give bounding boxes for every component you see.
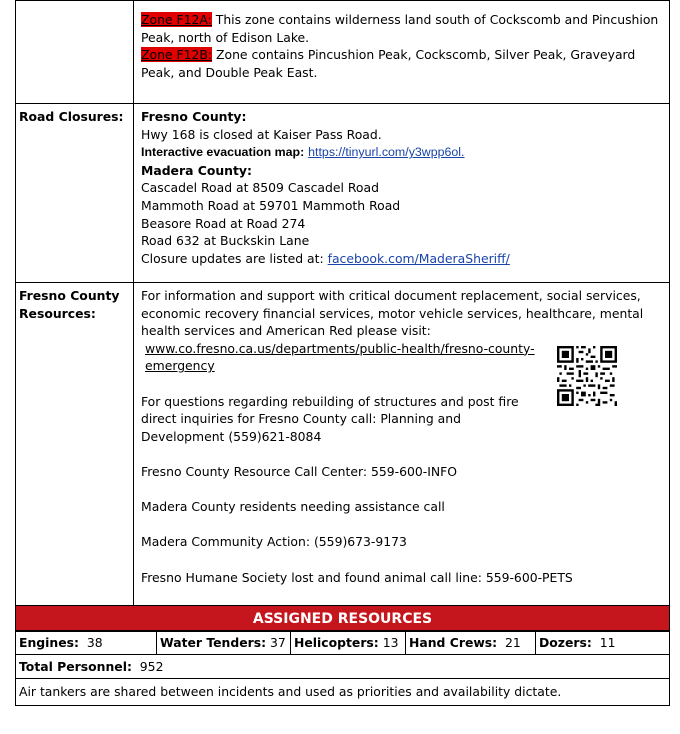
engines-cell: [16, 632, 157, 654]
zones-content-cell: [134, 1, 670, 104]
resources-label-line-1: Fresno County: [19, 288, 120, 303]
road-closures-label: Road Closures:: [16, 104, 134, 283]
madera-sheriff-link[interactable]: facebook.com/MaderaSheriff/: [327, 250, 510, 266]
humane-society-line: Fresno Humane Society lost and found animal call line: 559-600-PETS: [141, 569, 573, 585]
water-tenders-label: Water Tenders:: [160, 635, 267, 650]
helicopters-label: Helicopters:: [294, 635, 379, 650]
fresno-closure-line: Hwy 168 is closed at Kaiser Pass Road.: [141, 126, 382, 142]
zone-f12b-tag: Zone F12B:: [141, 47, 213, 63]
madera-county-heading: Madera County:: [141, 162, 252, 178]
document-page: [15, 0, 670, 606]
zones-label-cell: [16, 1, 134, 104]
fresno-county-heading: Fresno County:: [141, 109, 247, 124]
resources-intro: For information and support with critical document replacement, social services, economic recovery financial services, motor vehicle services, healthcare, mental health services and American Red please visit:: [141, 288, 644, 339]
closure-updates-text: Closure updates are listed at:: [141, 250, 328, 266]
zone-f12b-text: Zone contains Pincushion Peak, Cockscomb, Silver Peak, Graveyard Peak, and Double Peak East.: [141, 47, 636, 80]
hand-crews-cell: [406, 632, 536, 654]
water-tenders-value: 37: [270, 635, 286, 650]
helicopters-value: 13: [382, 635, 399, 650]
resources-label-cell: [16, 283, 134, 606]
zone-f12a-paragraph: [141, 11, 663, 46]
road-closures-row: [16, 104, 670, 283]
madera-closure-line-4: Road 632 at Buckskin Lane: [141, 233, 310, 249]
resources-row: [16, 283, 670, 606]
resources-counts-row: [15, 631, 670, 655]
madera-action-line: Madera Community Action: (559)673-9173: [141, 534, 407, 550]
assigned-resources-header: ASSIGNED RESOURCES: [15, 605, 670, 631]
zone-f12a-tag: Zone F12A:: [141, 12, 212, 27]
info-table: [15, 0, 670, 606]
engines-value: 38: [86, 635, 103, 650]
dozers-label: Dozers:: [539, 635, 592, 650]
engines-label: Engines:: [19, 635, 79, 650]
air-tankers-note: Air tankers are shared between incidents and used as priorities and availability dictate.: [15, 678, 670, 706]
total-personnel-value: 952: [139, 659, 164, 674]
madera-closure-line-2: Mammoth Road at 59701 Mammoth Road: [141, 197, 401, 213]
hand-crews-label: Hand Crews:: [409, 635, 498, 650]
evacuation-map-link[interactable]: https://tinyurl.com/y3wpp6ol.: [308, 145, 465, 160]
helicopters-cell: [291, 632, 406, 654]
total-personnel-row: [15, 654, 670, 679]
madera-assist-line: Madera County residents needing assistance call: [141, 499, 445, 515]
evacuation-map-label: Interactive evacuation map:: [141, 145, 305, 160]
zone-f12a-text: This zone contains wilderness land south of Cockscomb and Pincushion Peak, north of Edison Lake.: [141, 12, 659, 45]
qr-code-icon[interactable]: [557, 346, 617, 406]
water-tenders-cell: [157, 632, 291, 654]
dozers-value: 11: [599, 635, 616, 650]
fresno-emergency-link[interactable]: www.co.fresno.ca.us/departments/public-health/fresno-county-emergency: [145, 340, 535, 374]
closure-updates-line: [141, 250, 663, 268]
zones-row: [16, 1, 670, 104]
resources-content: [134, 283, 670, 606]
resources-link-paragraph: [141, 340, 535, 375]
resources-label-line-2: Resources:: [19, 305, 96, 321]
total-personnel-label: Total Personnel:: [19, 659, 132, 674]
dozers-cell: [536, 632, 669, 654]
madera-closure-line-3: Beasore Road at Road 274: [141, 215, 306, 231]
road-closures-content: [134, 104, 670, 283]
madera-closure-line-1: Cascadel Road at 8509 Cascadel Road: [141, 180, 379, 196]
hand-crews-value: 21: [505, 635, 521, 650]
zone-f12b-paragraph: [141, 46, 663, 81]
rebuild-paragraph: For questions regarding rebuilding of structures and post fire direct inquiries for Fresno County call: Planning and Development (559)621-8084: [141, 393, 519, 444]
evacuation-map-line: [141, 143, 663, 162]
call-center-line: Fresno County Resource Call Center: 559-600-INFO: [141, 463, 458, 479]
